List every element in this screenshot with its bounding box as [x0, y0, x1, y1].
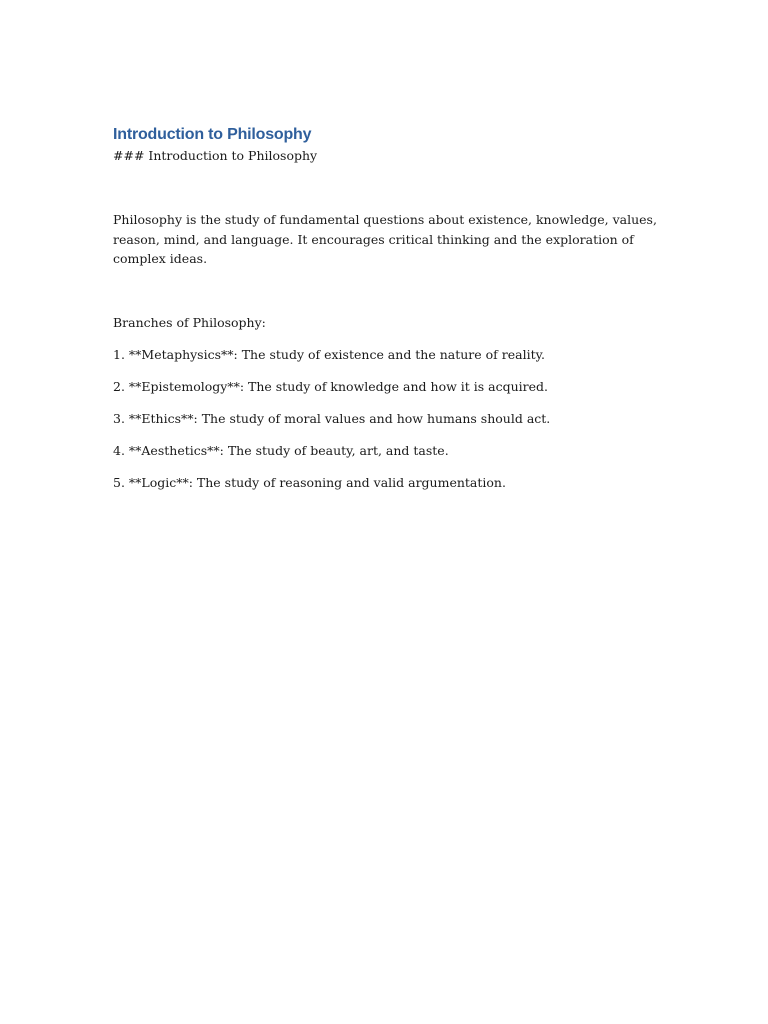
- branch-item-epistemology: 2. **Epistemology**: The study of knowledge and how it is acquired.: [113, 378, 548, 394]
- branch-item-metaphysics: 1. **Metaphysics**: The study of existence and the nature of reality.: [113, 346, 546, 362]
- branch-item-ethics: 3. **Ethics**: The study of moral values and how humans should act.: [113, 410, 551, 426]
- markdown-heading-line: ### Introduction to Philosophy: [113, 148, 318, 163]
- branches-list: [113, 345, 658, 492]
- branch-item-aesthetics: 4. **Aesthetics**: The study of beauty, art, and taste.: [113, 442, 449, 458]
- branch-item-logic: 5. **Logic**: The study of reasoning and valid argumentation.: [113, 474, 506, 490]
- branches-heading: Branches of Philosophy:: [113, 314, 266, 330]
- intro-paragraph: Philosophy is the study of fundamental questions about existence, knowledge, values, reason, mind, and language. It encourages critical thinking and the exploration of complex ideas.: [113, 212, 657, 266]
- document-title: Introduction to Philosophy: [113, 126, 312, 143]
- document-body: [113, 124, 658, 492]
